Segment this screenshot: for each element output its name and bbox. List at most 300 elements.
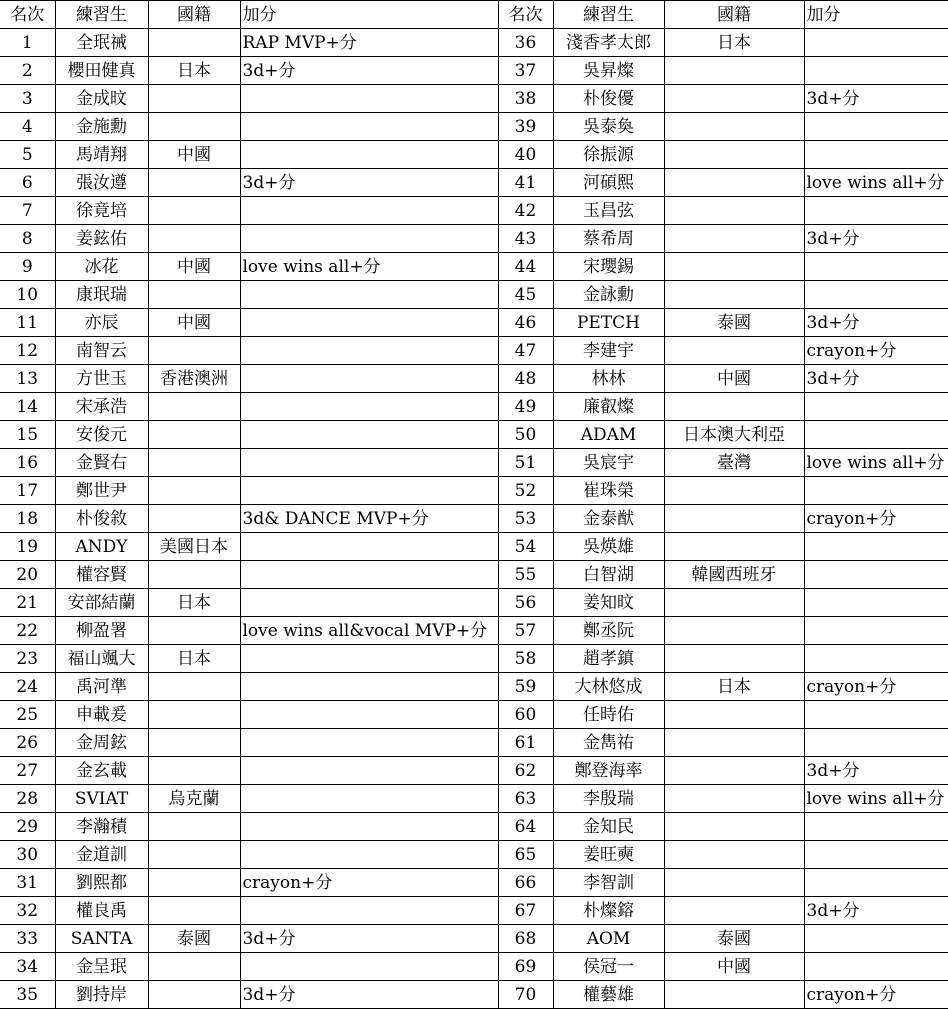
right-rank-cell[interactable]: 62: [498, 757, 553, 785]
right-rank-cell[interactable]: 59: [498, 673, 553, 701]
left-rank-cell[interactable]: 19: [0, 533, 55, 561]
right-nationality-cell[interactable]: [664, 869, 804, 897]
right-trainee-name-cell[interactable]: 權藝雄: [553, 981, 664, 1009]
right-bonus-cell[interactable]: [804, 617, 948, 645]
left-nationality-cell[interactable]: 中國: [148, 141, 240, 169]
left-rank-cell[interactable]: 17: [0, 477, 55, 505]
left-bonus-cell[interactable]: 3d+分: [240, 57, 498, 85]
left-nationality-cell[interactable]: [148, 841, 240, 869]
right-trainee-name-cell[interactable]: 金知民: [553, 813, 664, 841]
right-bonus-cell[interactable]: [804, 393, 948, 421]
left-nationality-cell[interactable]: [148, 421, 240, 449]
right-rank-cell[interactable]: 65: [498, 841, 553, 869]
right-trainee-name-cell[interactable]: 廉叡燦: [553, 393, 664, 421]
right-bonus-cell[interactable]: crayon+分: [804, 337, 948, 365]
right-trainee-name-cell[interactable]: 吳宸宇: [553, 449, 664, 477]
left-rank-cell[interactable]: 22: [0, 617, 55, 645]
left-rank-cell[interactable]: 33: [0, 925, 55, 953]
table-row: [0, 813, 948, 841]
left-rank-cell[interactable]: 10: [0, 281, 55, 309]
left-bonus-cell[interactable]: [240, 85, 498, 113]
right-nationality-cell[interactable]: [664, 897, 804, 925]
left-bonus-cell[interactable]: [240, 645, 498, 673]
table-row: [0, 981, 948, 1009]
left-rank-cell[interactable]: 29: [0, 813, 55, 841]
table-row: [0, 953, 948, 981]
left-nationality-cell[interactable]: [148, 869, 240, 897]
left-rank-cell[interactable]: 28: [0, 785, 55, 813]
right-rank-cell[interactable]: 64: [498, 813, 553, 841]
right-nationality-cell[interactable]: [664, 477, 804, 505]
left-bonus-cell[interactable]: 3d& DANCE MVP+分: [240, 505, 498, 533]
left-rank-cell[interactable]: 16: [0, 449, 55, 477]
right-trainee-name-cell[interactable]: 侯冠一: [553, 953, 664, 981]
left-nationality-cell[interactable]: 香港澳洲: [148, 365, 240, 393]
left-bonus-cell[interactable]: [240, 309, 498, 337]
right-trainee-name-cell[interactable]: 姜知旼: [553, 589, 664, 617]
right-nationality-cell[interactable]: [664, 645, 804, 673]
left-rank-cell[interactable]: 11: [0, 309, 55, 337]
right-nationality-cell[interactable]: [664, 225, 804, 253]
right-trainee-name-cell[interactable]: 蔡希周: [553, 225, 664, 253]
right-nationality-cell[interactable]: [664, 197, 804, 225]
left-bonus-cell[interactable]: [240, 281, 498, 309]
left-rank-cell[interactable]: 32: [0, 897, 55, 925]
left-rank-cell[interactable]: 6: [0, 169, 55, 197]
header-bonus[interactable]: 加分: [240, 1, 498, 29]
left-trainee-name-cell[interactable]: 劉熙都: [55, 869, 148, 897]
left-rank-cell[interactable]: 30: [0, 841, 55, 869]
table-row: [0, 533, 948, 561]
left-bonus-cell[interactable]: [240, 533, 498, 561]
left-nationality-cell[interactable]: [148, 953, 240, 981]
right-trainee-name-cell[interactable]: 崔珠榮: [553, 477, 664, 505]
left-rank-cell[interactable]: 9: [0, 253, 55, 281]
right-rank-cell[interactable]: 47: [498, 337, 553, 365]
left-bonus-cell[interactable]: [240, 365, 498, 393]
left-trainee-name-cell[interactable]: 柳盈署: [55, 617, 148, 645]
right-trainee-name-cell[interactable]: 金詠勳: [553, 281, 664, 309]
table-row: [0, 673, 948, 701]
right-rank-cell[interactable]: 46: [498, 309, 553, 337]
right-bonus-cell[interactable]: love wins all+分: [804, 169, 948, 197]
right-trainee-name-cell[interactable]: 河碩熙: [553, 169, 664, 197]
right-trainee-name-cell[interactable]: 吳昇燦: [553, 57, 664, 85]
right-trainee-name-cell[interactable]: 玉昌弦: [553, 197, 664, 225]
left-trainee-name-cell[interactable]: 全珉祴: [55, 29, 148, 57]
right-bonus-cell[interactable]: [804, 729, 948, 757]
left-trainee-name-cell[interactable]: 宋承浩: [55, 393, 148, 421]
right-rank-cell[interactable]: 69: [498, 953, 553, 981]
left-bonus-cell[interactable]: [240, 449, 498, 477]
right-bonus-cell[interactable]: crayon+分: [804, 673, 948, 701]
left-nationality-cell[interactable]: [148, 897, 240, 925]
right-nationality-cell[interactable]: [664, 813, 804, 841]
header-nationality[interactable]: 國籍: [148, 1, 240, 29]
left-bonus-cell[interactable]: love wins all&vocal MVP+分: [240, 617, 498, 645]
left-trainee-name-cell[interactable]: 方世玉: [55, 365, 148, 393]
left-trainee-name-cell[interactable]: 金玄載: [55, 757, 148, 785]
right-rank-cell[interactable]: 58: [498, 645, 553, 673]
left-nationality-cell[interactable]: [148, 813, 240, 841]
right-rank-cell[interactable]: 48: [498, 365, 553, 393]
right-trainee-name-cell[interactable]: PETCH: [553, 309, 664, 337]
left-rank-cell[interactable]: 18: [0, 505, 55, 533]
left-trainee-name-cell[interactable]: 權容賢: [55, 561, 148, 589]
left-trainee-name-cell[interactable]: 徐竟培: [55, 197, 148, 225]
right-nationality-cell[interactable]: 中國: [664, 365, 804, 393]
left-rank-cell[interactable]: 12: [0, 337, 55, 365]
right-rank-cell[interactable]: 57: [498, 617, 553, 645]
right-trainee-name-cell[interactable]: 淺香孝太郎: [553, 29, 664, 57]
right-rank-cell[interactable]: 53: [498, 505, 553, 533]
left-trainee-name-cell[interactable]: 安俊元: [55, 421, 148, 449]
left-bonus-cell[interactable]: [240, 421, 498, 449]
right-bonus-cell[interactable]: [804, 841, 948, 869]
left-nationality-cell[interactable]: [148, 757, 240, 785]
left-trainee-name-cell[interactable]: 金賢右: [55, 449, 148, 477]
left-rank-cell[interactable]: 7: [0, 197, 55, 225]
right-bonus-cell[interactable]: [804, 561, 948, 589]
right-rank-cell[interactable]: 41: [498, 169, 553, 197]
right-trainee-name-cell[interactable]: 李建宇: [553, 337, 664, 365]
left-bonus-cell[interactable]: [240, 673, 498, 701]
left-nationality-cell[interactable]: [148, 729, 240, 757]
right-nationality-cell[interactable]: [664, 729, 804, 757]
right-rank-cell[interactable]: 51: [498, 449, 553, 477]
right-rank-cell[interactable]: 45: [498, 281, 553, 309]
right-nationality-cell[interactable]: 韓國西班牙: [664, 561, 804, 589]
left-rank-cell[interactable]: 15: [0, 421, 55, 449]
left-nationality-cell[interactable]: 美國日本: [148, 533, 240, 561]
right-trainee-name-cell[interactable]: 朴俊優: [553, 85, 664, 113]
left-trainee-name-cell[interactable]: 朴俊敘: [55, 505, 148, 533]
right-rank-cell[interactable]: 39: [498, 113, 553, 141]
left-trainee-name-cell[interactable]: 南智云: [55, 337, 148, 365]
right-bonus-cell[interactable]: [804, 281, 948, 309]
header-bonus[interactable]: 加分: [804, 1, 948, 29]
left-bonus-cell[interactable]: crayon+分: [240, 869, 498, 897]
left-nationality-cell[interactable]: 中國: [148, 309, 240, 337]
left-rank-cell[interactable]: 14: [0, 393, 55, 421]
left-nationality-cell[interactable]: [148, 477, 240, 505]
left-nationality-cell[interactable]: [148, 281, 240, 309]
right-trainee-name-cell[interactable]: 鄭登海率: [553, 757, 664, 785]
right-nationality-cell[interactable]: [664, 85, 804, 113]
left-bonus-cell[interactable]: 3d+分: [240, 169, 498, 197]
table-row: [0, 505, 948, 533]
right-trainee-name-cell[interactable]: 姜旺奭: [553, 841, 664, 869]
table-row: [0, 365, 948, 393]
left-nationality-cell[interactable]: [148, 393, 240, 421]
right-bonus-cell[interactable]: [804, 57, 948, 85]
right-trainee-name-cell[interactable]: 金泰猷: [553, 505, 664, 533]
right-bonus-cell[interactable]: [804, 421, 948, 449]
left-bonus-cell[interactable]: [240, 785, 498, 813]
right-bonus-cell[interactable]: 3d+分: [804, 897, 948, 925]
right-bonus-cell[interactable]: 3d+分: [804, 365, 948, 393]
right-nationality-cell[interactable]: [664, 841, 804, 869]
right-rank-cell[interactable]: 63: [498, 785, 553, 813]
right-nationality-cell[interactable]: 日本: [664, 29, 804, 57]
left-trainee-name-cell[interactable]: 金周鉉: [55, 729, 148, 757]
right-trainee-name-cell[interactable]: 李智訓: [553, 869, 664, 897]
left-rank-cell[interactable]: 35: [0, 981, 55, 1009]
left-nationality-cell[interactable]: [148, 169, 240, 197]
left-nationality-cell[interactable]: 烏克蘭: [148, 785, 240, 813]
right-bonus-cell[interactable]: [804, 141, 948, 169]
header-trainee[interactable]: 練習生: [55, 1, 148, 29]
right-bonus-cell[interactable]: [804, 533, 948, 561]
right-bonus-cell[interactable]: 3d+分: [804, 309, 948, 337]
right-rank-cell[interactable]: 50: [498, 421, 553, 449]
right-trainee-name-cell[interactable]: 朴燦鎔: [553, 897, 664, 925]
right-nationality-cell[interactable]: [664, 281, 804, 309]
right-nationality-cell[interactable]: [664, 169, 804, 197]
right-nationality-cell[interactable]: [664, 505, 804, 533]
right-nationality-cell[interactable]: [664, 701, 804, 729]
right-nationality-cell[interactable]: [664, 393, 804, 421]
right-bonus-cell[interactable]: [804, 113, 948, 141]
left-rank-cell[interactable]: 27: [0, 757, 55, 785]
left-bonus-cell[interactable]: [240, 561, 498, 589]
right-rank-cell[interactable]: 44: [498, 253, 553, 281]
right-rank-cell[interactable]: 40: [498, 141, 553, 169]
right-nationality-cell[interactable]: [664, 113, 804, 141]
right-nationality-cell[interactable]: [664, 785, 804, 813]
left-bonus-cell[interactable]: 3d+分: [240, 981, 498, 1009]
left-trainee-name-cell[interactable]: 金道訓: [55, 841, 148, 869]
left-nationality-cell[interactable]: 日本: [148, 57, 240, 85]
right-rank-cell[interactable]: 42: [498, 197, 553, 225]
right-nationality-cell[interactable]: [664, 981, 804, 1009]
right-trainee-name-cell[interactable]: 林林: [553, 365, 664, 393]
left-nationality-cell[interactable]: [148, 449, 240, 477]
right-trainee-name-cell[interactable]: AOM: [553, 925, 664, 953]
left-bonus-cell[interactable]: love wins all+分: [240, 253, 498, 281]
table-row: [0, 897, 948, 925]
right-trainee-name-cell[interactable]: 李殷瑞: [553, 785, 664, 813]
right-rank-cell[interactable]: 54: [498, 533, 553, 561]
left-nationality-cell[interactable]: [148, 617, 240, 645]
left-trainee-name-cell[interactable]: 金施勳: [55, 113, 148, 141]
left-rank-cell[interactable]: 3: [0, 85, 55, 113]
right-bonus-cell[interactable]: [804, 953, 948, 981]
right-bonus-cell[interactable]: [804, 477, 948, 505]
right-nationality-cell[interactable]: 日本: [664, 673, 804, 701]
table-row: [0, 393, 948, 421]
right-rank-cell[interactable]: 37: [498, 57, 553, 85]
left-bonus-cell[interactable]: [240, 729, 498, 757]
left-bonus-cell[interactable]: [240, 953, 498, 981]
left-rank-cell[interactable]: 13: [0, 365, 55, 393]
header-row: [0, 1, 948, 29]
left-rank-cell[interactable]: 34: [0, 953, 55, 981]
right-nationality-cell[interactable]: [664, 253, 804, 281]
right-rank-cell[interactable]: 43: [498, 225, 553, 253]
left-trainee-name-cell[interactable]: ANDY: [55, 533, 148, 561]
right-nationality-cell[interactable]: [664, 57, 804, 85]
left-nationality-cell[interactable]: [148, 225, 240, 253]
right-nationality-cell[interactable]: 泰國: [664, 309, 804, 337]
right-nationality-cell[interactable]: [664, 757, 804, 785]
left-nationality-cell[interactable]: 泰國: [148, 925, 240, 953]
left-bonus-cell[interactable]: [240, 113, 498, 141]
left-nationality-cell[interactable]: [148, 113, 240, 141]
right-nationality-cell[interactable]: [664, 141, 804, 169]
header-rank[interactable]: 名次: [498, 1, 553, 29]
left-nationality-cell[interactable]: [148, 981, 240, 1009]
header-trainee[interactable]: 練習生: [553, 1, 664, 29]
right-nationality-cell[interactable]: 臺灣: [664, 449, 804, 477]
left-nationality-cell[interactable]: [148, 561, 240, 589]
right-bonus-cell[interactable]: [804, 813, 948, 841]
left-bonus-cell[interactable]: [240, 701, 498, 729]
right-trainee-name-cell[interactable]: 任時佑: [553, 701, 664, 729]
left-bonus-cell[interactable]: [240, 757, 498, 785]
right-rank-cell[interactable]: 38: [498, 85, 553, 113]
table-row: [0, 701, 948, 729]
left-trainee-name-cell[interactable]: 禹河準: [55, 673, 148, 701]
right-rank-cell[interactable]: 66: [498, 869, 553, 897]
right-rank-cell[interactable]: 49: [498, 393, 553, 421]
left-bonus-cell[interactable]: RAP MVP+分: [240, 29, 498, 57]
right-trainee-name-cell[interactable]: 宋瓔錫: [553, 253, 664, 281]
right-nationality-cell[interactable]: [664, 617, 804, 645]
right-bonus-cell[interactable]: [804, 29, 948, 57]
right-nationality-cell[interactable]: 日本澳大利亞: [664, 421, 804, 449]
left-nationality-cell[interactable]: 日本: [148, 589, 240, 617]
right-bonus-cell[interactable]: [804, 925, 948, 953]
left-trainee-name-cell[interactable]: 冰花: [55, 253, 148, 281]
left-rank-cell[interactable]: 5: [0, 141, 55, 169]
left-bonus-cell[interactable]: [240, 337, 498, 365]
right-trainee-name-cell[interactable]: 趙孝鎮: [553, 645, 664, 673]
right-trainee-name-cell[interactable]: ADAM: [553, 421, 664, 449]
right-nationality-cell[interactable]: [664, 337, 804, 365]
left-bonus-cell[interactable]: [240, 141, 498, 169]
left-rank-cell[interactable]: 25: [0, 701, 55, 729]
left-trainee-name-cell[interactable]: 張汝遵: [55, 169, 148, 197]
right-nationality-cell[interactable]: [664, 533, 804, 561]
left-trainee-name-cell[interactable]: 康珉瑞: [55, 281, 148, 309]
right-rank-cell[interactable]: 52: [498, 477, 553, 505]
left-bonus-cell[interactable]: [240, 225, 498, 253]
right-trainee-name-cell[interactable]: 鄭丞阮: [553, 617, 664, 645]
right-bonus-cell[interactable]: 3d+分: [804, 85, 948, 113]
left-trainee-name-cell[interactable]: 金成旼: [55, 85, 148, 113]
left-rank-cell[interactable]: 2: [0, 57, 55, 85]
right-bonus-cell[interactable]: love wins all+分: [804, 785, 948, 813]
left-nationality-cell[interactable]: [148, 337, 240, 365]
left-rank-cell[interactable]: 24: [0, 673, 55, 701]
right-rank-cell[interactable]: 67: [498, 897, 553, 925]
left-rank-cell[interactable]: 21: [0, 589, 55, 617]
header-nationality[interactable]: 國籍: [664, 1, 804, 29]
left-trainee-name-cell[interactable]: 櫻田健真: [55, 57, 148, 85]
right-nationality-cell[interactable]: [664, 589, 804, 617]
left-bonus-cell[interactable]: [240, 897, 498, 925]
left-nationality-cell[interactable]: 中國: [148, 253, 240, 281]
right-bonus-cell[interactable]: [804, 253, 948, 281]
table-row: [0, 421, 948, 449]
left-bonus-cell[interactable]: 3d+分: [240, 925, 498, 953]
right-trainee-name-cell[interactable]: 大林悠成: [553, 673, 664, 701]
left-trainee-name-cell[interactable]: 申載爰: [55, 701, 148, 729]
left-nationality-cell[interactable]: 日本: [148, 645, 240, 673]
right-bonus-cell[interactable]: love wins all+分: [804, 449, 948, 477]
left-rank-cell[interactable]: 8: [0, 225, 55, 253]
left-trainee-name-cell[interactable]: 權良禹: [55, 897, 148, 925]
right-trainee-name-cell[interactable]: 吳泰奐: [553, 113, 664, 141]
left-rank-cell[interactable]: 4: [0, 113, 55, 141]
left-trainee-name-cell[interactable]: SVIAT: [55, 785, 148, 813]
left-trainee-name-cell[interactable]: 福山颯大: [55, 645, 148, 673]
left-bonus-cell[interactable]: [240, 477, 498, 505]
left-bonus-cell[interactable]: [240, 197, 498, 225]
left-nationality-cell[interactable]: [148, 29, 240, 57]
left-rank-cell[interactable]: 31: [0, 869, 55, 897]
left-rank-cell[interactable]: 23: [0, 645, 55, 673]
right-rank-cell[interactable]: 36: [498, 29, 553, 57]
left-trainee-name-cell[interactable]: 姜鉉佑: [55, 225, 148, 253]
right-bonus-cell[interactable]: [804, 589, 948, 617]
left-nationality-cell[interactable]: [148, 197, 240, 225]
left-rank-cell[interactable]: 20: [0, 561, 55, 589]
right-trainee-name-cell[interactable]: 徐振源: [553, 141, 664, 169]
left-rank-cell[interactable]: 1: [0, 29, 55, 57]
left-bonus-cell[interactable]: [240, 813, 498, 841]
right-nationality-cell[interactable]: 泰國: [664, 925, 804, 953]
right-bonus-cell[interactable]: 3d+分: [804, 225, 948, 253]
header-rank[interactable]: 名次: [0, 1, 55, 29]
left-bonus-cell[interactable]: [240, 393, 498, 421]
left-nationality-cell[interactable]: [148, 505, 240, 533]
right-rank-cell[interactable]: 70: [498, 981, 553, 1009]
left-trainee-name-cell[interactable]: 亦辰: [55, 309, 148, 337]
left-trainee-name-cell[interactable]: SANTA: [55, 925, 148, 953]
left-trainee-name-cell[interactable]: 李瀚積: [55, 813, 148, 841]
left-trainee-name-cell[interactable]: 金呈珉: [55, 953, 148, 981]
right-bonus-cell[interactable]: [804, 869, 948, 897]
left-rank-cell[interactable]: 26: [0, 729, 55, 757]
right-bonus-cell[interactable]: [804, 701, 948, 729]
left-trainee-name-cell[interactable]: 鄭世尹: [55, 477, 148, 505]
left-nationality-cell[interactable]: [148, 701, 240, 729]
right-bonus-cell[interactable]: [804, 645, 948, 673]
right-trainee-name-cell[interactable]: 白智湖: [553, 561, 664, 589]
right-bonus-cell[interactable]: crayon+分: [804, 505, 948, 533]
right-trainee-name-cell[interactable]: 金雋祐: [553, 729, 664, 757]
right-bonus-cell[interactable]: crayon+分: [804, 981, 948, 1009]
left-nationality-cell[interactable]: [148, 85, 240, 113]
right-trainee-name-cell[interactable]: 吳煐雄: [553, 533, 664, 561]
right-rank-cell[interactable]: 68: [498, 925, 553, 953]
left-nationality-cell[interactable]: [148, 673, 240, 701]
left-trainee-name-cell[interactable]: 劉持岸: [55, 981, 148, 1009]
right-rank-cell[interactable]: 56: [498, 589, 553, 617]
right-rank-cell[interactable]: 55: [498, 561, 553, 589]
right-rank-cell[interactable]: 61: [498, 729, 553, 757]
right-bonus-cell[interactable]: [804, 197, 948, 225]
right-bonus-cell[interactable]: 3d+分: [804, 757, 948, 785]
left-trainee-name-cell[interactable]: 馬靖翔: [55, 141, 148, 169]
left-bonus-cell[interactable]: [240, 589, 498, 617]
right-rank-cell[interactable]: 60: [498, 701, 553, 729]
right-nationality-cell[interactable]: 中國: [664, 953, 804, 981]
left-trainee-name-cell[interactable]: 安部結蘭: [55, 589, 148, 617]
left-bonus-cell[interactable]: [240, 841, 498, 869]
